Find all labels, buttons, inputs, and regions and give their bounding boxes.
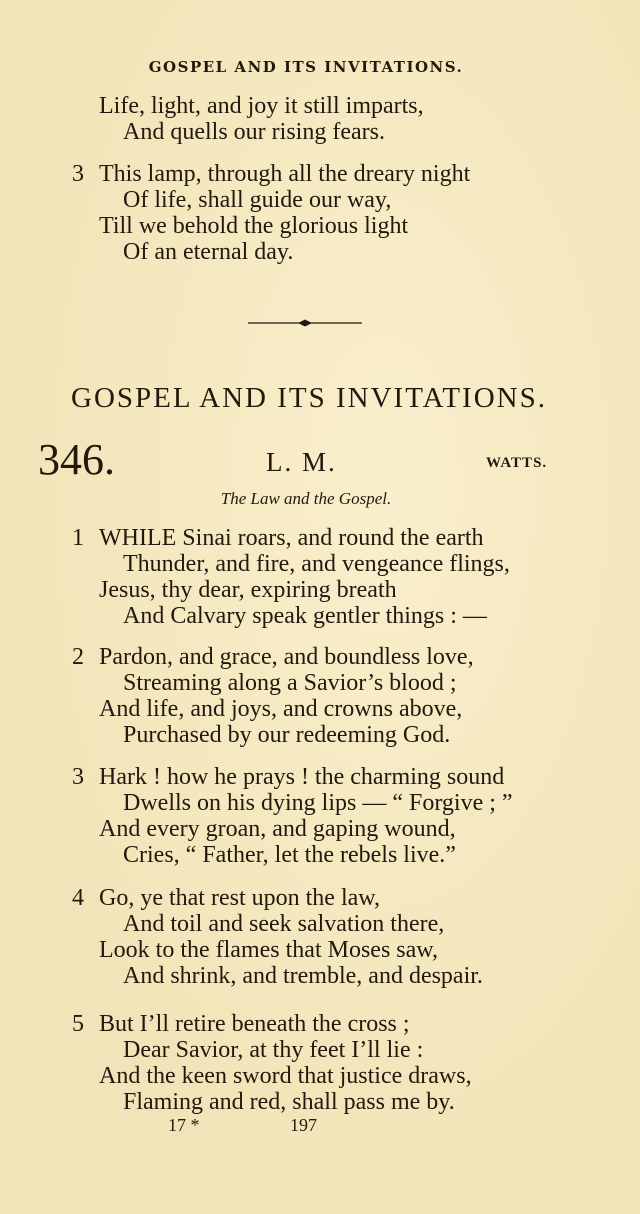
verse-line: And the keen sword that justice draws, bbox=[99, 1063, 472, 1089]
verse-line: Cries, “ Father, let the rebels live.” bbox=[123, 842, 456, 868]
verse-line: Flaming and red, shall pass me by. bbox=[123, 1089, 455, 1115]
section-title: GOSPEL AND ITS INVITATIONS. bbox=[71, 382, 547, 414]
verse-line: And life, and joys, and crowns above, bbox=[99, 696, 463, 722]
verse-line: And every groan, and gaping wound, bbox=[99, 816, 456, 842]
verse-number: 3 bbox=[72, 764, 84, 790]
verse-line: Go, ye that rest upon the law, bbox=[99, 885, 381, 911]
verse-line: Purchased by our redeeming God. bbox=[123, 722, 451, 748]
hymn-author: WATTS. bbox=[486, 455, 548, 471]
verse-line: Dear Savior, at thy feet I’ll lie : bbox=[123, 1037, 424, 1063]
verse-number: 5 bbox=[72, 1011, 84, 1037]
verse-line: Pardon, and grace, and boundless love, bbox=[99, 644, 474, 670]
hymn-meter: L. M. bbox=[266, 447, 337, 477]
verse-number: 2 bbox=[72, 644, 84, 670]
verse-line: But I’ll retire beneath the cross ; bbox=[99, 1011, 410, 1037]
verse-number: 3 bbox=[72, 161, 84, 187]
verse-line: Thunder, and fire, and vengeance flings, bbox=[123, 551, 510, 577]
verse-line: Streaming along a Savior’s blood ; bbox=[123, 670, 457, 696]
verse-line: Dwells on his dying lips — “ Forgive ; ” bbox=[123, 790, 513, 816]
hymn-number: 346. bbox=[38, 435, 115, 484]
verse-line: And shrink, and tremble, and despair. bbox=[123, 963, 483, 989]
verse-line: Jesus, thy dear, expiring breath bbox=[99, 577, 397, 603]
verse-line: WHILE Sinai roars, and round the earth bbox=[99, 525, 484, 551]
divider-ornament bbox=[248, 318, 362, 328]
prev-hymn-line: And quells our rising fears. bbox=[123, 119, 385, 145]
hymn-subtitle: The Law and the Gospel. bbox=[220, 489, 392, 508]
prev-hymn-line: Life, light, and joy it still imparts, bbox=[99, 93, 424, 119]
verse-line: Look to the flames that Moses saw, bbox=[99, 937, 439, 963]
prev-hymn-line: Till we behold the glorious light bbox=[99, 213, 409, 239]
prev-hymn-line: This lamp, through all the dreary night bbox=[99, 161, 471, 187]
verse-number: 4 bbox=[72, 885, 84, 911]
prev-hymn-line: Of life, shall guide our way, bbox=[123, 187, 392, 213]
page-number: 197 bbox=[290, 1115, 317, 1135]
running-head: GOSPEL AND ITS INVITATIONS. bbox=[148, 58, 464, 76]
verse-line: And toil and seek salvation there, bbox=[123, 911, 445, 937]
signature-mark: 17 * bbox=[168, 1115, 200, 1135]
verse-line: And Calvary speak gentler things : — bbox=[123, 603, 487, 629]
prev-hymn-line: Of an eternal day. bbox=[123, 239, 294, 265]
verse-number: 1 bbox=[72, 525, 84, 551]
verse-line: Hark ! how he prays ! the charming sound bbox=[99, 764, 505, 790]
